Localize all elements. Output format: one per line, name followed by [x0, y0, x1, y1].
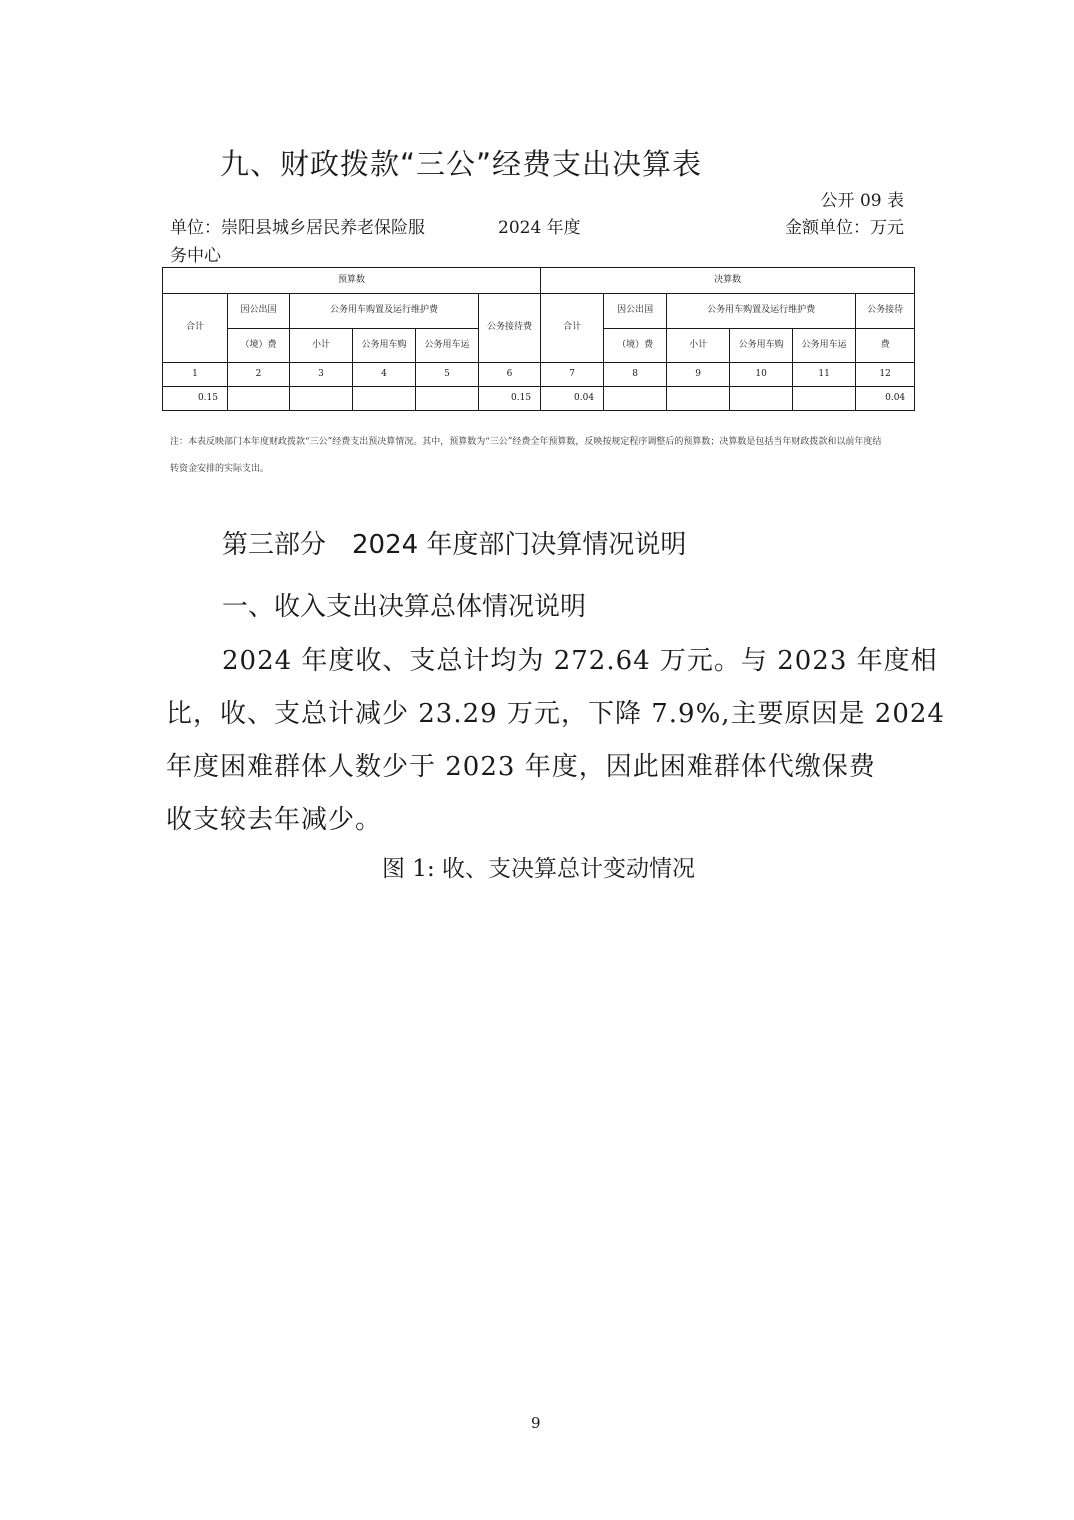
page-number: 9: [531, 1414, 541, 1432]
column-number: 8: [604, 363, 667, 387]
paragraph-line: 收支较去年减少。: [166, 805, 383, 835]
budget-total-value: 0.15: [163, 387, 228, 411]
final-vehicle-purchase-value: [730, 387, 793, 411]
column-number: 9: [667, 363, 730, 387]
form-number: 公开 09 表: [820, 191, 904, 211]
column-number: 3: [290, 363, 353, 387]
unit-label-continued: 务中心: [170, 246, 221, 266]
budget-subtotal-header: 小计: [290, 329, 353, 363]
budget-reception-header: 公务接待费: [479, 294, 541, 363]
budget-abroad-header: 因公出国: [228, 294, 290, 329]
final-group-header: 决算数: [541, 268, 915, 294]
final-subtotal-header: 小计: [667, 329, 730, 363]
column-number: 11: [793, 363, 856, 387]
column-number: 2: [228, 363, 290, 387]
final-vehicle-operation-header: 公务用车运: [793, 329, 856, 363]
final-total-value: 0.04: [541, 387, 604, 411]
final-vehicle-purchase-header: 公务用车购: [730, 329, 793, 363]
budget-vehicle-operation-value: [416, 387, 479, 411]
final-vehicle-operation-value: [793, 387, 856, 411]
final-abroad-header: 因公出国: [604, 294, 667, 329]
budget-abroad-value: [228, 387, 290, 411]
final-subtotal-value: [667, 387, 730, 411]
table-note: 注：本表反映部门本年度财政拨款“三公”经费支出预决算情况。其中，预算数为“三公”经费全年预算数，反映按规定程序调整后的预算数；决算数是包括当年财政拨款和以前年度结: [170, 437, 882, 447]
values-row: [163, 387, 915, 411]
final-abroad-value: [604, 387, 667, 411]
section-title: 一、收入支出决算总体情况说明: [222, 592, 587, 622]
budget-vehicle-purchase-value: [353, 387, 416, 411]
budget-reception-value: 0.15: [479, 387, 541, 411]
column-number-row: [163, 363, 915, 387]
budget-total-header: 合计: [163, 294, 228, 363]
paragraph-line: 2024 年度收、支总计均为 272.64 万元。与 2023 年度相: [222, 646, 938, 676]
final-reception-value: 0.04: [856, 387, 915, 411]
unit-label: 单位：崇阳县城乡居民养老保险服: [170, 218, 425, 238]
paragraph-line: 年度困难群体人数少于 2023 年度，因此困难群体代缴保费: [166, 752, 876, 782]
column-number: 1: [163, 363, 228, 387]
table-note-continued: 转资金安排的实际支出。: [170, 464, 270, 474]
three-public-expenses-table: [162, 267, 915, 411]
column-number: 10: [730, 363, 793, 387]
table-title: 九、财政拨款“三公”经费支出决算表: [220, 147, 703, 181]
final-vehicle-group-header: 公务用车购置及运行维护费: [667, 294, 856, 329]
figure-caption: 图 1: 收、支决算总计变动情况: [382, 856, 696, 882]
column-number: 5: [416, 363, 479, 387]
part-title: 第三部分 2024 年度部门决算情况说明: [222, 530, 687, 560]
budget-subtotal-value: [290, 387, 353, 411]
budget-vehicle-group-header: 公务用车购置及运行维护费: [290, 294, 479, 329]
column-number: 12: [856, 363, 915, 387]
paragraph-line: 比，收、支总计减少 23.29 万元，下降 7.9%,主要原因是 2024: [166, 699, 945, 729]
budget-vehicle-operation-header: 公务用车运: [416, 329, 479, 363]
year-label: 2024 年度: [498, 218, 581, 238]
final-total-header: 合计: [541, 294, 604, 363]
budget-group-header: 预算数: [163, 268, 541, 294]
budget-vehicle-purchase-header: 公务用车购: [353, 329, 416, 363]
amount-unit-label: 金额单位：万元: [785, 218, 904, 238]
final-reception-header-line2: 费: [856, 329, 915, 363]
column-number: 7: [541, 363, 604, 387]
final-reception-header: 公务接待: [856, 294, 915, 329]
column-number: 6: [479, 363, 541, 387]
column-number: 4: [353, 363, 416, 387]
final-abroad-header-line2: （境）费: [604, 329, 667, 363]
budget-abroad-header-line2: （境）费: [228, 329, 290, 363]
